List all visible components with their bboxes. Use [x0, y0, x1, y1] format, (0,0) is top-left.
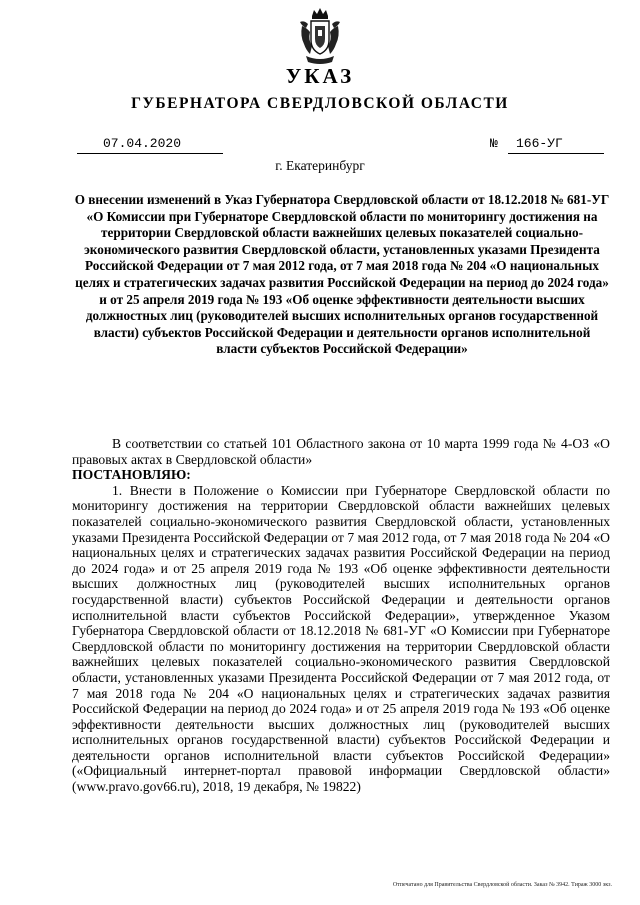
document-date: 07.04.2020 — [103, 136, 182, 151]
document-type: УКАЗ — [285, 64, 355, 88]
coat-of-arms-icon — [298, 6, 342, 66]
preamble-paragraph: В соответствии со статьей 101 Областного закона от 10 марта 1999 года № 4-ОЗ «О правовых актах в Свердловской области» — [72, 436, 610, 467]
date-field — [77, 136, 223, 154]
document-body — [72, 436, 610, 795]
document-title: О внесении изменений в Указ Губернатора Свердловской области от 18.12.2018 № 681-УГ «О Комиссии при Губернаторе Свердловской области по мониторингу достижения на территории Свердловской области важнейших целевых показателей социально-экономического развития Свердловской области, установленных указами Президента Российской Федерации от 7 мая 2012 года, от 7 мая 2018 года № 204 «О национальных целях и стратегических задачах развития Российской Федерации на период до 2024 года» и от 25 апреля 2019 года № 193 «Об оценке эффективности деятельности высших должностных лиц (руководителей высших исполнительных органов государственной власти) субъектов Российской Федерации и деятельности органов исполнительной власти субъектов Российской Федерации» — [74, 192, 610, 357]
number-sign: № — [490, 136, 498, 151]
document-number: 166-УГ — [516, 136, 563, 151]
print-footer: Отпечатано для Правительства Свердловской области. Заказ № 3942. Тираж 3000 экз. — [392, 882, 612, 888]
issuer-title: ГУБЕРНАТОРА СВЕРДЛОВСКОЙ ОБЛАСТИ — [131, 95, 509, 112]
decree-word: ПОСТАНОВЛЯЮ: — [72, 467, 191, 483]
number-field — [490, 136, 604, 153]
city: г. Екатеринбург — [275, 158, 365, 173]
paragraph-1: 1. Внести в Положение о Комиссии при Губернаторе Свердловской области по мониторингу достижения на территории Свердловской области важнейших целевых показателей социально-экономического развития Свердловской области, установленных указами Президента Российской Федерации от 7 мая 2012 года, от 7 мая 2018 года № 204 «О национальных целях и стратегических задачах развития Российской Федерации на период до 2024 года» и от 25 апреля 2019 года № 193 «Об оценке эффективности деятельности высших должностных лиц (руководителей высших исполнительных органов государственной власти) субъектов Российской Федерации и деятельности органов исполнительной власти субъектов Российской Федерации», утвержденное Указом Губернатора Свердловской области от 18.12.2018 № 681-УГ «О Комиссии при Губернаторе Свердловской области по мониторингу достижения на территории Свердловской области важнейших целевых показателей социально-экономического развития Свердловской области, установленных указами Президента Российской Федерации от 7 мая 2012 года, от 7 мая 2018 года № 204 «О национальных целях и стратегических задачах развития Российской Федерации на период до 2024 года» и от 25 апреля 2019 года № 193 «Об оценке эффективности деятельности высших должностных лиц (руководителей высших исполнительных органов государственной власти) субъектов Российской Федерации и деятельности органов исполнительной власти субъектов Российской Федерации» («Официальный интернет-портал правовой информации Свердловской области» (www.pravo.gov66.ru), 2018, 19 декабря, № 19822) — [72, 482, 610, 795]
